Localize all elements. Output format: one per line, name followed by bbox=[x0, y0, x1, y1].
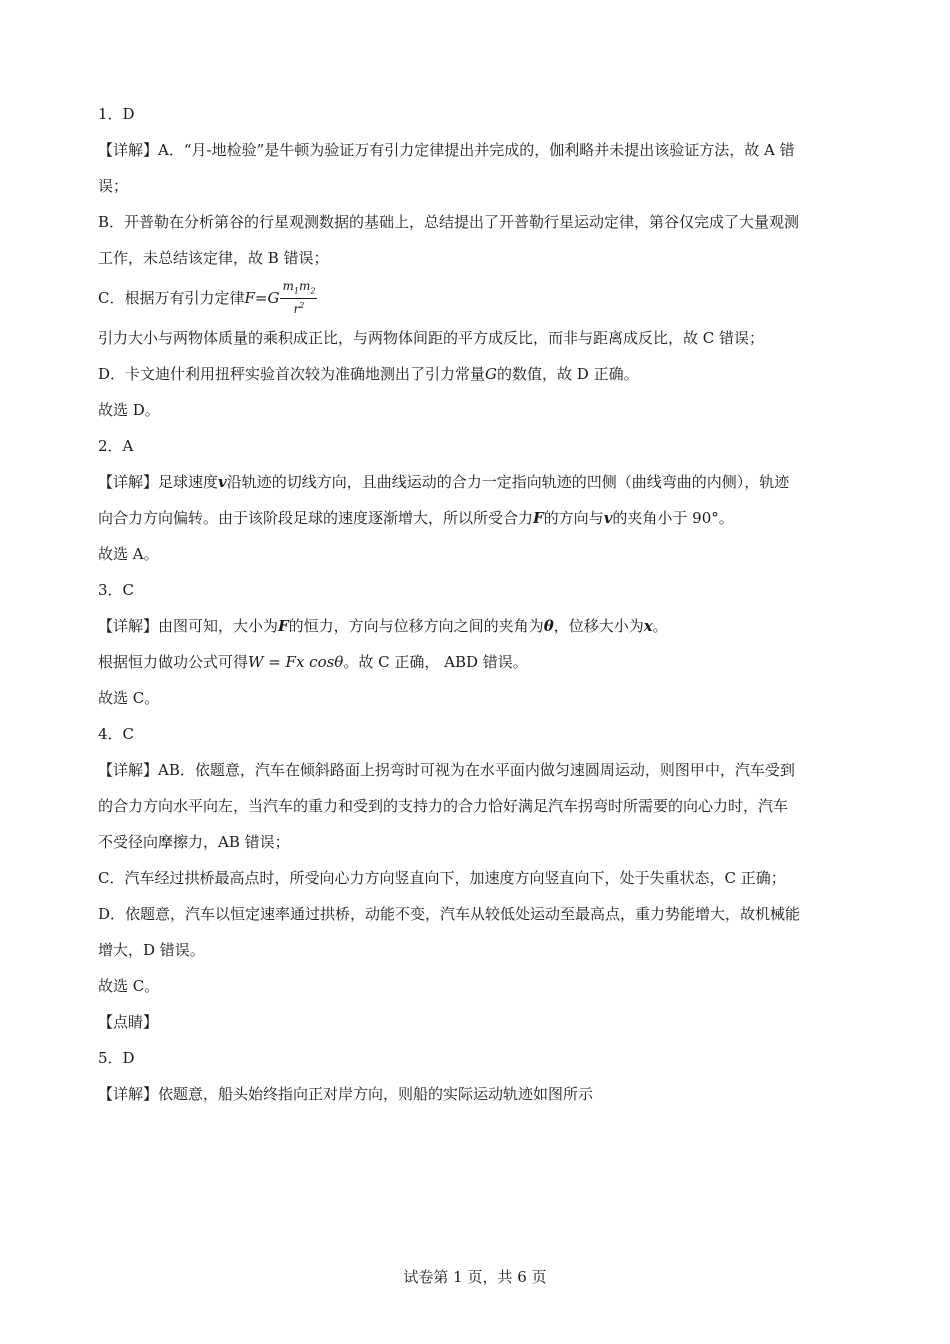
q4-conclusion: 故选 C。 bbox=[98, 977, 160, 995]
q3-detail-1 bbox=[98, 608, 854, 644]
q2-detail-1-post: 沿轨迹的切线方向，且曲线运动的合力一定指向轨迹的凹侧（曲线弯曲的内侧），轨迹 bbox=[226, 473, 790, 491]
q4-comment: 【点睛】 bbox=[98, 1013, 159, 1031]
q4-detail-d-2: 增大，D 错误。 bbox=[98, 941, 205, 959]
formula-denominator bbox=[294, 299, 305, 316]
q3-conclusion: 故选 C。 bbox=[98, 689, 160, 707]
q2-detail-2-mid: 的方向与 bbox=[543, 509, 604, 527]
formula-g: G bbox=[267, 289, 280, 307]
q3-detail-1-pre: 【详解】由图可知，大小为 bbox=[98, 617, 279, 635]
answer-page bbox=[98, 96, 854, 1112]
q1-detail-a-2: 误； bbox=[98, 177, 129, 195]
q1-detail-d-g: G bbox=[485, 365, 498, 383]
q1-detail-c-prefix: C．根据万有引力定律 bbox=[98, 289, 245, 307]
q1-conclusion: 故选 D。 bbox=[98, 401, 160, 419]
q1-detail-b-2: 工作，未总结该定律，故 B 错误； bbox=[98, 249, 329, 267]
q2-conclusion: 故选 A。 bbox=[98, 545, 159, 563]
q4-answer: 4．C bbox=[98, 725, 135, 743]
formula-numerator bbox=[280, 280, 317, 298]
q2-answer: 2．A bbox=[98, 437, 134, 455]
q5-answer: 5．D bbox=[98, 1049, 135, 1067]
q3-answer: 3．C bbox=[98, 581, 135, 599]
q2-detail-2 bbox=[98, 500, 854, 536]
q2-v1: v bbox=[218, 473, 227, 491]
formula-fraction bbox=[280, 280, 317, 315]
q1-detail-d-post: 的数值，故 D 正确。 bbox=[497, 365, 639, 383]
formula-eq: = bbox=[254, 289, 268, 307]
q3-detail-2 bbox=[98, 644, 854, 680]
q2-detail-1-pre: 【详解】足球速度 bbox=[98, 473, 219, 491]
q3-detail-1-mid: 的恒力，方向与位移方向之间的夹角为 bbox=[288, 617, 544, 635]
denominator-exp: 2 bbox=[299, 300, 305, 310]
q1-detail-c-1 bbox=[98, 276, 854, 320]
q4-detail-3: 不受径向摩擦力，AB 错误； bbox=[98, 833, 290, 851]
q2-v2: v bbox=[603, 509, 613, 527]
q1-detail-c-2: 引力大小与两物体质量的乘积成正比，与两物体间距的平方成反比，而非与距离成反比，故 C 错误； bbox=[98, 329, 765, 347]
q2-f: F bbox=[533, 509, 544, 527]
q3-f: F bbox=[278, 617, 289, 635]
q2-detail-2-post: 的夹角小于 90°。 bbox=[612, 509, 734, 527]
q1-detail-d-pre: D．卡文迪什利用扭秤实验首次较为准确地测出了引力常量 bbox=[98, 365, 486, 383]
q3-detail-1-post: 。 bbox=[652, 617, 668, 635]
q4-detail-1: 【详解】AB．依题意，汽车在倾斜路面上拐弯时可视为在水平面内做匀速圆周运动，则图甲中，汽车受到 bbox=[98, 761, 795, 779]
q2-detail-2-pre: 向合力方向偏转。由于该阶段足球的速度逐渐增大，所以所受合力 bbox=[98, 509, 534, 527]
q3-theta: θ bbox=[543, 617, 554, 635]
q1-detail-b-1: B．开普勒在分析第谷的行星观测数据的基础上，总结提出了开普勒行星运动定律，第谷仅完成了大量观测 bbox=[98, 213, 800, 231]
q3-x: x bbox=[643, 617, 653, 635]
q3-detail-2-post: 。故 C 正确， ABD 错误。 bbox=[343, 653, 528, 671]
denominator-r: r bbox=[293, 301, 300, 316]
q4-detail-c: C．汽车经过拱桥最高点时，所受向心力方向竖直向下，加速度方向竖直向下，处于失重状态，C 正确； bbox=[98, 869, 786, 887]
formula-lhs: F bbox=[244, 289, 255, 307]
numerator-m1: m bbox=[282, 279, 294, 294]
q1-answer: 1．D bbox=[98, 105, 135, 123]
page-footer: 试卷第 1 页，共 6 页 bbox=[403, 1268, 547, 1286]
q3-detail-1-mid2: ，位移大小为 bbox=[553, 617, 644, 635]
numerator-m2: m bbox=[298, 279, 311, 294]
q1-detail-d bbox=[98, 356, 854, 392]
q3-detail-2-pre: 根据恒力做功公式可得 bbox=[98, 653, 249, 671]
q5-detail-1: 【详解】依题意，船头始终指向正对岸方向，则船的实际运动轨迹如图所示 bbox=[98, 1085, 594, 1103]
numerator-sub-1: 1 bbox=[293, 286, 299, 296]
numerator-sub-2: 2 bbox=[310, 286, 316, 296]
q3-formula: W = Fx cosθ bbox=[248, 653, 344, 671]
q4-detail-d-1: D．依题意，汽车以恒定速率通过拱桥，动能不变，汽车从较低处运动至最高点，重力势能增大，故机械能 bbox=[98, 905, 801, 923]
q1-detail-a-1: 【详解】A．“月-地检验”是牛顿为验证万有引力定律提出并完成的，伽利略并未提出该验证方法，故 A 错 bbox=[98, 141, 795, 159]
q2-detail-1 bbox=[98, 464, 854, 500]
q4-detail-2: 的合力方向水平向左，当汽车的重力和受到的支持力的合力恰好满足汽车拐弯时所需要的向心力时，汽车 bbox=[98, 797, 789, 815]
